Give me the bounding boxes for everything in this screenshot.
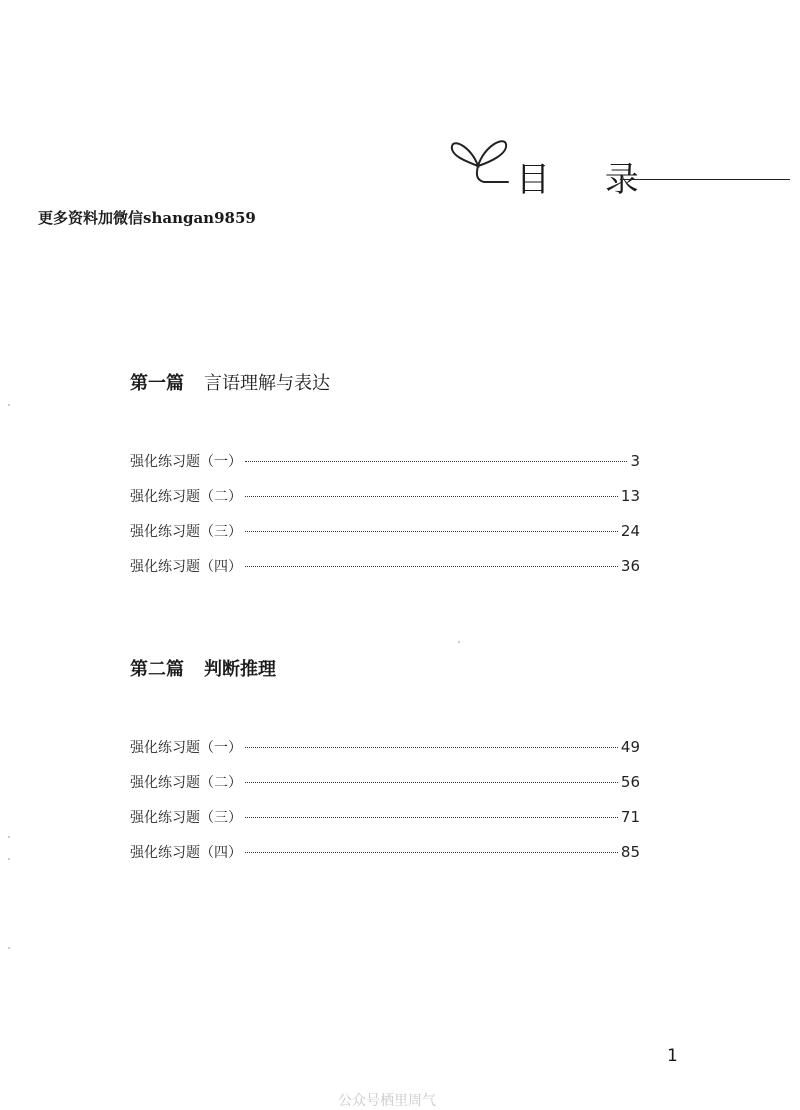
contact-watermark: 更多资料加微信shangan9859	[38, 209, 256, 227]
entry-page: 13	[620, 487, 640, 505]
page-number: 1	[667, 1046, 678, 1066]
scan-speck	[8, 404, 10, 406]
part-title	[130, 369, 640, 399]
entry-title: 强化练习题（三）	[130, 524, 242, 540]
entry-page: 36	[620, 557, 640, 575]
entry-title: 强化练习题（四）	[130, 559, 242, 575]
sprout-icon	[448, 130, 514, 190]
toc-entry[interactable]	[130, 772, 640, 807]
toc-header	[448, 130, 793, 200]
toc-entry[interactable]	[130, 807, 640, 842]
part-two	[130, 655, 640, 877]
toc-entry[interactable]	[130, 556, 640, 591]
dot-leader	[245, 816, 618, 818]
entry-page: 3	[630, 452, 640, 470]
part-name: 判断推理	[204, 659, 276, 680]
entry-title: 强化练习题（三）	[130, 810, 242, 826]
scan-speck	[458, 641, 460, 643]
scan-speck	[8, 836, 10, 838]
dot-leader	[245, 495, 618, 497]
dot-leader	[245, 460, 627, 462]
part-one	[130, 369, 640, 591]
dot-leader	[245, 565, 618, 567]
part-name: 言语理解与表达	[204, 373, 330, 394]
toc-entry[interactable]	[130, 486, 640, 521]
entry-page: 71	[620, 808, 640, 826]
toc-entry[interactable]	[130, 842, 640, 877]
entry-page: 24	[620, 522, 640, 540]
dot-leader	[245, 781, 618, 783]
toc-entry[interactable]	[130, 451, 640, 486]
part-title	[130, 655, 640, 685]
footer-watermark: 公众号栖里周气	[338, 1093, 436, 1109]
entry-page: 85	[620, 843, 640, 861]
entry-page: 56	[620, 773, 640, 791]
scan-speck	[8, 947, 10, 949]
entry-page: 49	[620, 738, 640, 756]
part-label: 第一篇	[130, 373, 184, 394]
toc-entry[interactable]	[130, 737, 640, 772]
entry-title: 强化练习题（四）	[130, 845, 242, 861]
dot-leader	[245, 530, 618, 532]
dot-leader	[245, 746, 618, 748]
toc-entry-list	[130, 451, 640, 591]
scan-speck	[8, 858, 10, 860]
title-rule	[620, 179, 790, 180]
dot-leader	[245, 851, 618, 853]
entry-title: 强化练习题（一）	[130, 740, 242, 756]
entry-title: 强化练习题（一）	[130, 454, 242, 470]
page-title: 目 录	[516, 160, 661, 200]
entry-title: 强化练习题（二）	[130, 489, 242, 505]
part-label: 第二篇	[130, 659, 184, 680]
entry-title: 强化练习题（二）	[130, 775, 242, 791]
toc-entry[interactable]	[130, 521, 640, 556]
toc-entry-list	[130, 737, 640, 877]
